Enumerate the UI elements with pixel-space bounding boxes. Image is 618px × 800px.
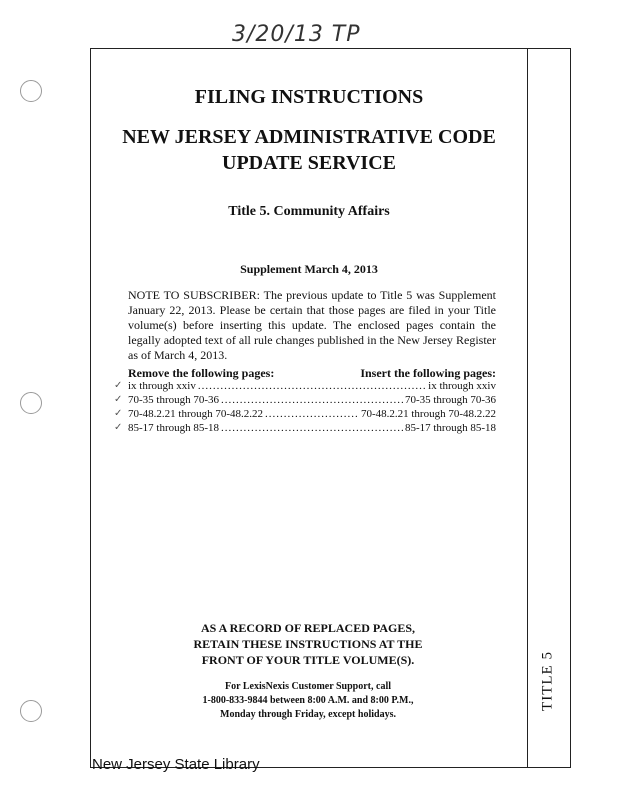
insert-pages: 70-35 through 70-36 <box>404 394 496 406</box>
support-line3: Monday through Friday, except holidays. <box>220 709 396 720</box>
customer-support <box>90 680 526 722</box>
dot-leader <box>221 394 403 406</box>
support-line2: 1-800-833-9844 between 8:00 A.M. and 8:00 P.M., <box>202 695 414 706</box>
binder-hole-middle <box>20 392 42 414</box>
insert-pages: ix through xxiv <box>428 380 496 392</box>
record-line1: AS A RECORD OF REPLACED PAGES, <box>200 621 416 635</box>
record-line2: RETAIN THESE INSTRUCTIONS AT THE <box>193 637 423 651</box>
handwritten-date-annotation: 3/20/13 TP <box>232 22 361 47</box>
supplement-date: Supplement March 4, 2013 <box>240 262 378 276</box>
page-row <box>128 380 496 392</box>
binder-hole-bottom <box>20 700 42 722</box>
tab-label: TITLE 5 <box>539 651 556 711</box>
remove-pages: 85-17 through 85-18 <box>128 422 220 434</box>
title-name: Title 5. Community Affairs <box>228 204 390 219</box>
dot-leader <box>198 380 426 392</box>
support-line1: For LexisNexis Customer Support, call <box>224 681 391 692</box>
dot-leader <box>265 408 359 420</box>
dot-leader <box>221 422 403 434</box>
code-heading-line1: NEW JERSEY ADMINISTRATIVE CODE <box>122 126 496 148</box>
page-row <box>128 422 496 434</box>
checkmark-icon: ✓ <box>114 380 123 391</box>
remove-pages: 70-48.2.21 through 70-48.2.22 <box>128 408 264 420</box>
remove-header: Remove the following pages: <box>128 366 275 380</box>
library-stamp: New Jersey State Library <box>92 756 260 773</box>
subscriber-note: NOTE TO SUBSCRIBER: The previous update to Title 5 was Supplement January 22, 2013. Please be certain that those pages are filed in your Title volume(s) before inserting this update. The enclosed pages contain the legally adopted text of all rule changes published in the New Jersey Register as of March 4, 2013. <box>128 288 496 362</box>
checkmark-icon: ✓ <box>114 394 123 405</box>
page-title: FILING INSTRUCTIONS <box>194 86 424 108</box>
insert-pages: 85-17 through 85-18 <box>404 422 496 434</box>
insert-pages: 70-48.2.21 through 70-48.2.22 <box>360 408 496 420</box>
code-heading-line2: UPDATE SERVICE <box>222 152 396 174</box>
insert-header: Insert the following pages: <box>360 366 496 380</box>
code-heading <box>0 124 618 176</box>
page-row <box>128 408 496 420</box>
record-notice <box>90 620 526 668</box>
remove-pages: ix through xxiv <box>128 380 196 392</box>
remove-pages: 70-35 through 70-36 <box>128 394 220 406</box>
page-row <box>128 394 496 406</box>
checkmark-icon: ✓ <box>114 422 123 433</box>
checkmark-icon: ✓ <box>114 408 123 419</box>
record-line3: FRONT OF YOUR TITLE VOLUME(S). <box>201 653 415 667</box>
